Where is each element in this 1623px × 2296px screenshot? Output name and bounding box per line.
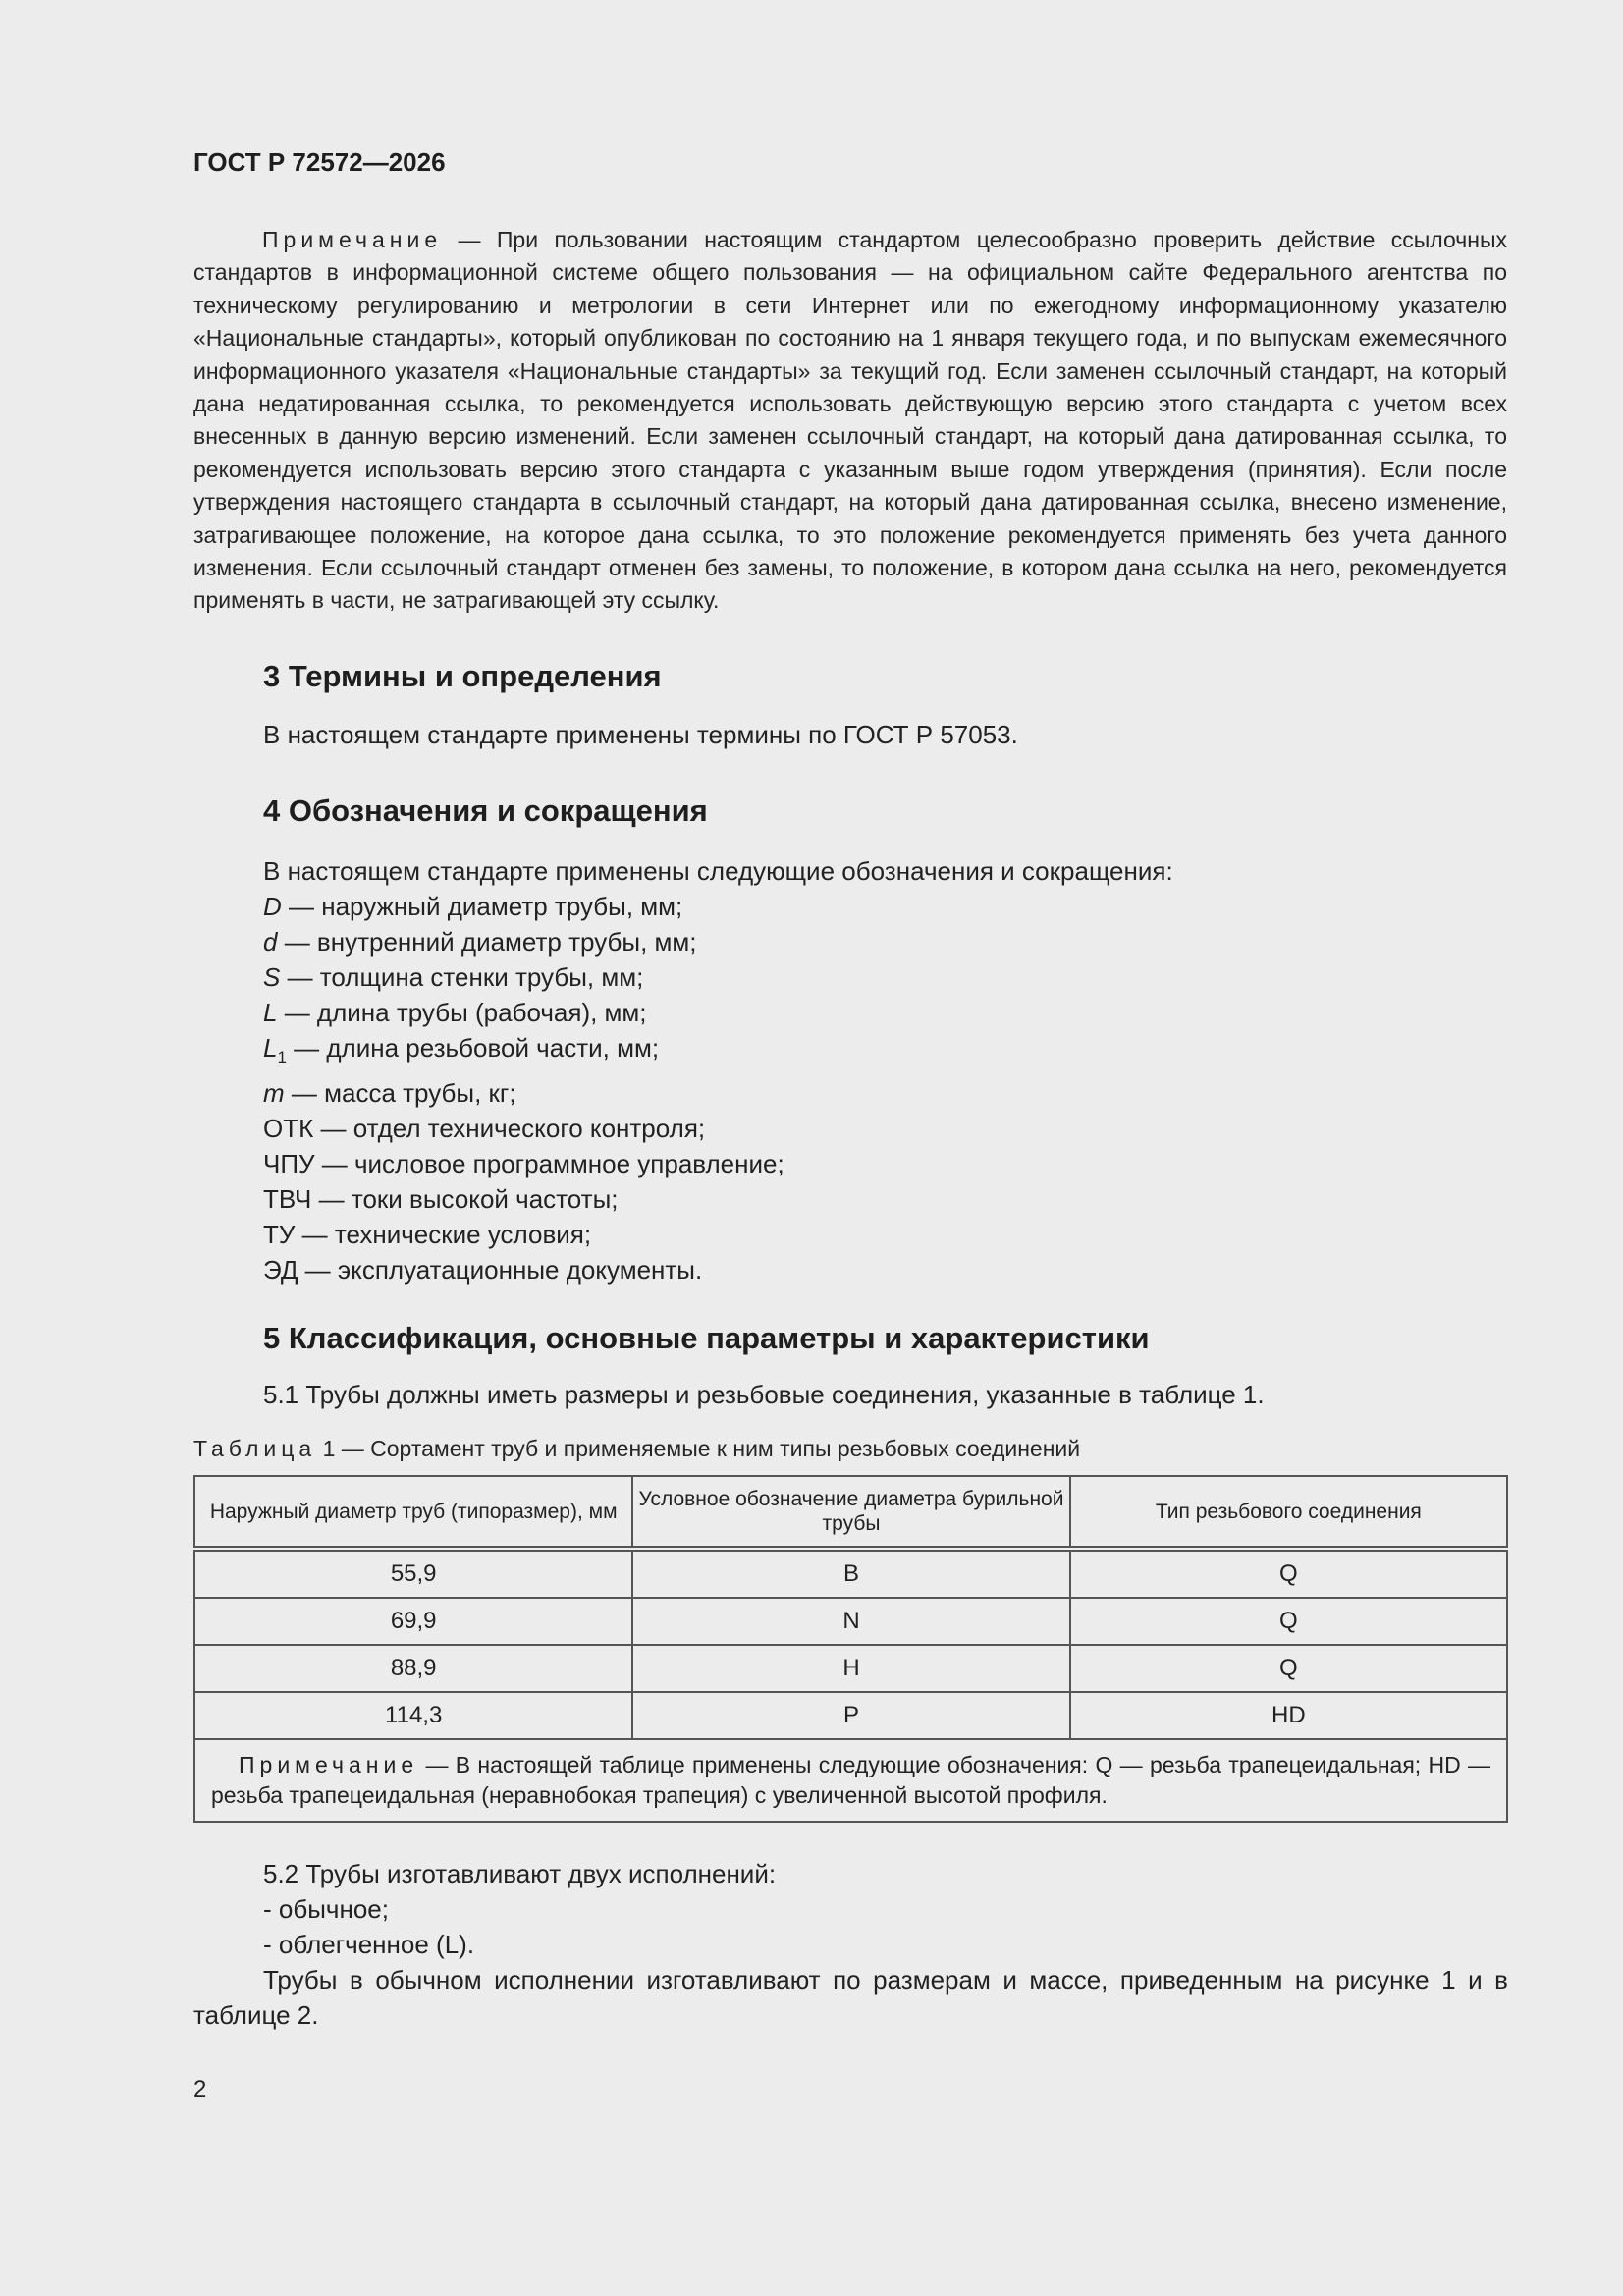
table-note-row [194, 1739, 1507, 1822]
paragraph-5-1: 5.1 Трубы должны иметь размеры и резьбовые соединения, указанные в таблице 1. [263, 1380, 1265, 1409]
list-item: ТУ — технические условия; [263, 1220, 592, 1249]
list-item: D — наружный диаметр трубы, мм; [263, 892, 683, 921]
paragraph-5-2 [263, 1856, 776, 1962]
section-3-heading: 3 Термины и определения [263, 659, 662, 693]
list-item: m — масса трубы, кг; [263, 1078, 516, 1108]
symbols-intro: В настоящем стандарте применены следующие обозначения и сокращения: [263, 856, 1173, 886]
section-4-heading: 4 Обозначения и сокращения [263, 793, 708, 828]
table-row [194, 1692, 1507, 1739]
table-row [194, 1645, 1507, 1692]
table-cell: N [632, 1598, 1069, 1645]
table-cell: Q [1070, 1549, 1507, 1598]
list-item: - обычное; [263, 1894, 389, 1924]
table-note: Примечание — В настоящей таблице применены следующие обозначения: Q — резьба трапецеидальная; HD — резьба трапецеидальная (неравнобокая трапеция) с увеличенной высотой профиля. [194, 1739, 1507, 1822]
list-item: S — толщина стенки трубы, мм; [263, 962, 644, 992]
reference-note [193, 224, 1507, 618]
table-cell: H [632, 1645, 1069, 1692]
table-cell: HD [1070, 1692, 1507, 1739]
paragraph-5-2-trail: Трубы в обычном исполнении изготавливают по размерам и массе, приведенным на рисунке 1 и в таблице 2. [193, 1965, 1508, 2030]
table-1 [193, 1475, 1508, 1823]
table-header-row [194, 1476, 1507, 1549]
table-cell: 88,9 [194, 1645, 632, 1692]
list-item: ОТК — отдел технического контроля; [263, 1114, 706, 1143]
table-cell: 55,9 [194, 1549, 632, 1598]
list-item: d — внутренний диаметр трубы, мм; [263, 927, 697, 957]
note-label: Примечание [262, 227, 443, 252]
table-header-cell: Условное обозначение диаметра бурильной трубы [632, 1476, 1069, 1549]
document-id: ГОСТ Р 72572—2026 [193, 147, 446, 177]
list-item: L — длина трубы (рабочая), мм; [263, 998, 647, 1027]
list-item: ТВЧ — токи высокой частоты; [263, 1184, 619, 1214]
table-cell: Q [1070, 1645, 1507, 1692]
table-cell: 69,9 [194, 1598, 632, 1645]
table-cell: P [632, 1692, 1069, 1739]
note-text: — При пользовании настоящим стандартом целесообразно проверить действие ссылочных стандартов в информационной системе общего пользования — на официальном сайте Федерального агентства по техническому регулированию и метрологии в сети Интернет или по ежегодному информационному указателю «Национальные стандарты», который опубликован по состоянию на 1 января текущего года, и по выпускам ежемесячного информационного указателя «Национальные стандарты» за текущий год. Если заменен ссылочный стандарт, на который дана недатированная ссылка, то рекомендуется использовать действующую версию этого стандарта с учетом всех внесенных в данную версию изменений. Если заменен ссылочный стандарт, на который дана датированная ссылка, то рекомендуется использовать версию этого стандарта с указанным выше годом утверждения (принятия). Если после утверждения настоящего стандарта в ссылочный стандарт, на который дана датированная ссылка, внесено изменение, затрагивающее положение, на которое дана ссылка, то это положение рекомендуется применять без учета данного изменения. Если ссылочный стандарт отменен без замены, то положение, в котором дана ссылка на него, рекомендуется применять в части, не затрагивающей эту ссылку. [193, 227, 1507, 614]
list-item: ЭД — эксплуатационные документы. [263, 1255, 703, 1285]
table-cell: 114,3 [194, 1692, 632, 1739]
table-row [194, 1549, 1507, 1598]
section-3-text: В настоящем стандарте применены термины по ГОСТ Р 57053. [263, 720, 1018, 749]
page-number: 2 [193, 2076, 207, 2103]
list-item: - облегченное (L). [263, 1930, 475, 1959]
list-item: $L_1$ — длина резьбовой части, мм; [263, 1033, 660, 1066]
table-cell: Q [1070, 1598, 1507, 1645]
symbols-list [263, 853, 1173, 1287]
list-item: ЧПУ — числовое программное управление; [263, 1149, 784, 1178]
table-header-cell: Тип резьбового соединения [1070, 1476, 1507, 1549]
table-1-title: Таблица 1 — Сортамент труб и применяемые к ним типы резьбовых соединений [193, 1436, 1081, 1461]
table-cell: B [632, 1549, 1069, 1598]
section-5-heading: 5 Классификация, основные параметры и характеристики [263, 1321, 1150, 1355]
table-row [194, 1598, 1507, 1645]
paragraph-5-2-lead: 5.2 Трубы изготавливают двух исполнений: [263, 1859, 777, 1888]
table-header-cell: Наружный диаметр труб (типоразмер), мм [194, 1476, 632, 1549]
